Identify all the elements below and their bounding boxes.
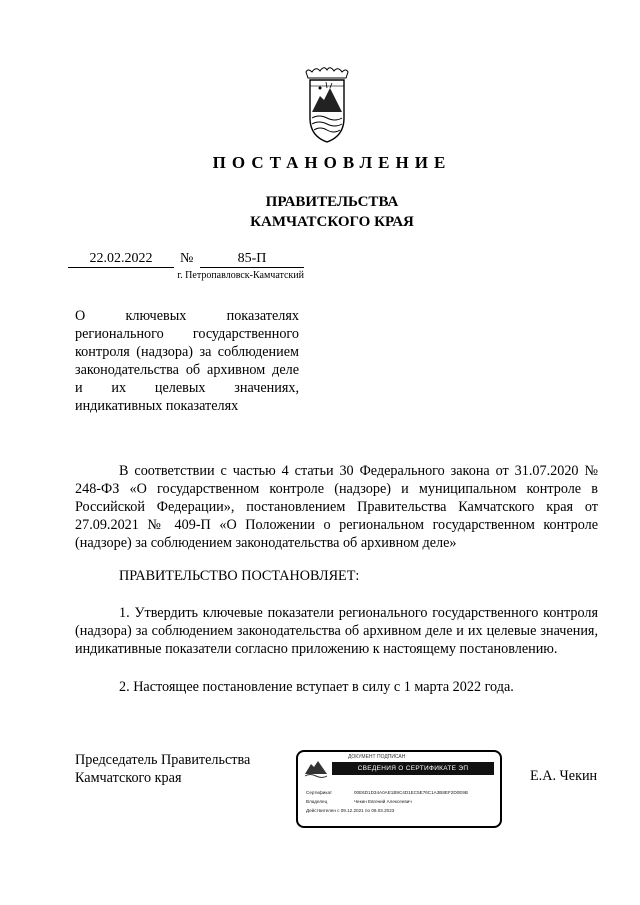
stamp-header: ДОКУМЕНТ ПОДПИСАН [348,754,406,760]
item-2-paragraph: 2. Настоящее постановление вступает в силу с 1 марта 2022 года. [119,679,514,695]
item-1-paragraph: 1. Утвердить ключевые показатели регионального государственного контроля (надзора) за соблюдением законодательства об архивном деле и их целевые значения, индикативные показатели согласно приложению к настоящему постановлению. [75,605,598,657]
stamp-valid-label: Действителен [306,808,336,813]
document-date: 22.02.2022 [68,251,174,268]
signatory-title [75,751,295,787]
document-title: ПОСТАНОВЛЕНИЕ [212,153,452,172]
city: г. Петропавловск-Камчатский [177,270,304,281]
issuer-line-2: КАМЧАТСКОГО КРАЯ [250,214,414,230]
stamp-cert-value: 00E6D1D34A0AE1B9C4D1EC5E76C1A3B8EF2D0E9B [354,790,468,795]
document-number: 85-П [200,251,304,268]
stamp-cert-line [306,790,468,795]
stamp-valid-line [306,808,394,813]
number-sign: № [180,251,194,266]
electronic-signature-stamp [296,750,502,828]
stamp-owner-value: Чекин Евгений Алексеевич [354,799,412,804]
stamp-owner-line [306,799,412,804]
decree-heading: ПРАВИТЕЛЬСТВО ПОСТАНОВЛЯЕТ: [119,568,360,584]
coat-of-arms-icon [302,66,352,146]
stamp-cert-label: Сертификат [306,790,333,795]
signatory-title-line-1: Председатель Правительства [75,752,251,768]
signatory-name: Е.А. Чекин [530,768,598,784]
document-subject: О ключевых показателях регионального государственного контроля (надзора) за соблюдением законодательства об архивном деле и их целевых значениях, индикативных показателях [75,308,299,414]
stamp-band: СВЕДЕНИЯ О СЕРТИФИКАТЕ ЭП [332,762,494,775]
stamp-valid-value: с 09.12.2021 по 09.03.2023 [337,808,395,813]
signatory-title-line-2: Камчатского края [75,770,182,786]
date-number-row [68,251,304,267]
issuer-line-1: ПРАВИТЕЛЬСТВА [265,194,399,210]
preamble-paragraph: В соответствии с частью 4 статьи 30 Федерального закона от 31.07.2020 № 248-ФЗ «О государственном контроле (надзоре) и муниципальном контроле в Российской Федерации», постановлением Правительства Камчатского края от 27.09.2021 № 409-П «О Положении о региональном государственном контроле (надзоре) за соблюдением законодательства об архивном деле» [75,463,598,551]
stamp-owner-label: Владелец [306,799,328,804]
issuer [0,192,640,232]
kamchatka-emblem-icon [303,758,329,780]
